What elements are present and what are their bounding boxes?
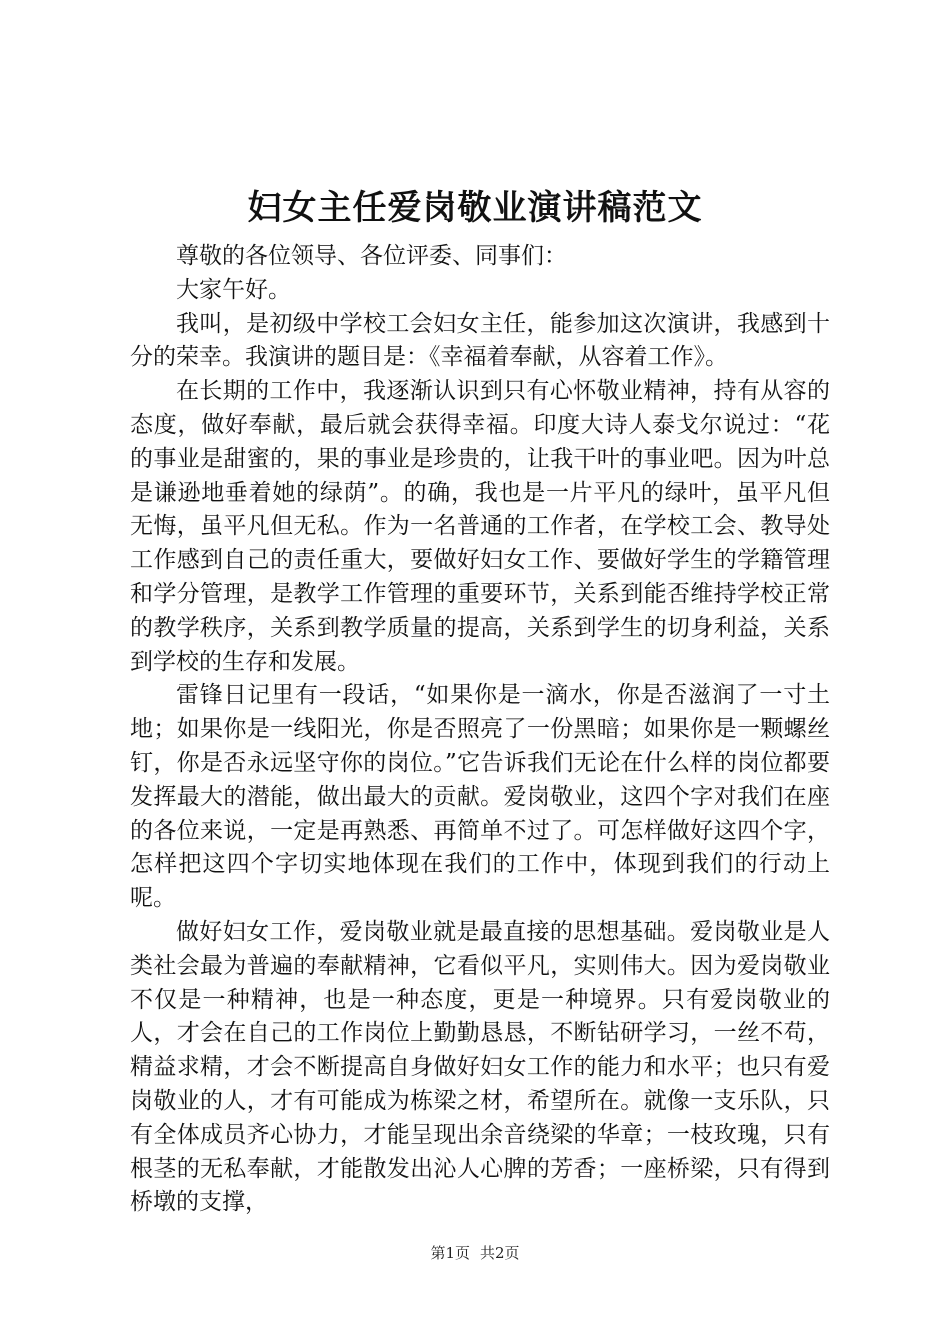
- paragraph-body: 在长期的工作中，我逐渐认识到只有心怀敬业精神，持有从容的态度，做好奉献，最后就会获得幸福。印度大诗人泰戈尔说过：“花的事业是甜蜜的，果的事业是珍贵的，让我干叶的事业吧。因为叶总是谦逊地垂着她的绿荫”。的确，我也是一片平凡的绿叶，虽平凡但无悔，虽平凡但无私。作为一名普通的工作者，在学校工会、教导处工作感到自己的责任重大，要做好妇女工作、要做好学生的学籍管理和学分管理，是教学工作管理的重要环节，关系到能否维持学校正常的教学秩序，关系到教学质量的提高，关系到学生的切身利益，关系到学校的生存和发展。: [130, 378, 830, 675]
- page-number: 第1页: [430, 1244, 470, 1262]
- page-total: 共2页: [480, 1244, 520, 1262]
- paragraph-salutation: 尊敬的各位领导、各位评委、同事们：: [176, 243, 567, 269]
- document-title: 妇女主任爱岗敬业演讲稿范文: [247, 188, 703, 228]
- page-footer: [0, 1241, 950, 1265]
- paragraph-greeting: 大家午好。: [176, 276, 291, 303]
- paragraph-body: 雷锋日记里有一段话，“如果你是一滴水，你是否滋润了一寸土地；如果你是一线阳光，你是否照亮了一份黑暗；如果你是一颗螺丝钉，你是否永远坚守你的岗位。”它告诉我们无论在什么样的岗位都要发挥最大的潜能，做出最大的贡献。爱岗敬业，这四个字对我们在座的各位来说，一定是再熟悉、再简单不过了。可怎样做好这四个字，怎样把这四个字切实地体现在我们的工作中，体现到我们的行动上呢。: [130, 682, 830, 912]
- paragraph-body: 做好妇女工作，爱岗敬业就是最直接的思想基础。爱岗敬业是人类社会最为普遍的奉献精神，它看似平凡，实则伟大。因为爱岗敬业不仅是一种精神，也是一种态度，更是一种境界。只有爱岗敬业的人，才会在自己的工作岗位上勤勤恳恳，不断钻研学习，一丝不苟，精益求精，才会不断提高自身做好妇女工作的能力和水平；也只有爱岗敬业的人，才有可能成为栋梁之材，希望所在。就像一支乐队，只有全体成员齐心协力，才能呈现出余音绕梁的华章；一枝玫瑰，只有根茎的无私奉献，才能散发出沁人心脾的芳香；一座桥梁，只有得到桥墩的支撑，: [130, 918, 830, 1216]
- document-body: [130, 240, 830, 1220]
- paragraph-introduction: 我叫，是初级中学校工会妇女主任，能参加这次演讲，我感到十分的荣幸。我演讲的题目是：《幸福着奉献，从容着工作》。: [130, 310, 830, 371]
